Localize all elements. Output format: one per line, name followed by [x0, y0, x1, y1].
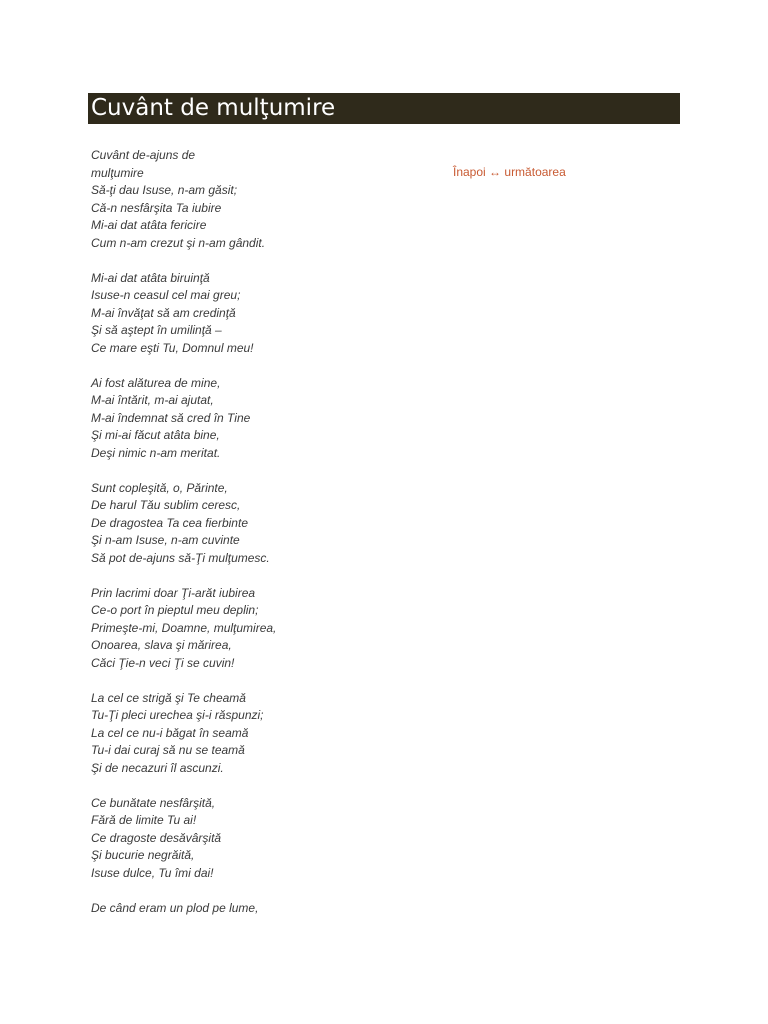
poem-line: Tu-i dai curaj să nu se teamă: [91, 743, 245, 757]
poem-line: Onoarea, slava şi mărirea,: [91, 638, 232, 652]
poem-line: Tu-Ţi pleci urechea şi-i răspunzi;: [91, 708, 264, 722]
poem-line: Ce-o port în pieptul meu deplin;: [91, 603, 259, 617]
poem-line: mulţumire: [91, 165, 144, 180]
poem-stanza: [91, 147, 331, 252]
poem-line: Şi n-am Isuse, n-am cuvinte: [91, 533, 240, 547]
poem-line: Cuvânt de-ajuns de: [91, 148, 196, 162]
nav-separator: ↔: [489, 165, 502, 179]
poem-line: Isuse-n ceasul cel mai greu;: [91, 288, 241, 302]
poem-stanza: [91, 585, 331, 673]
poem-line: Ce dragoste desăvârşită: [91, 830, 222, 845]
poem-line: Şi mi-ai făcut atâta bine,: [91, 428, 220, 442]
poem-line: Ce bunătate nesfârşită,: [91, 795, 216, 810]
poem-line: M-ai îndemnat să cred în Tine: [91, 410, 251, 425]
poem-line: Mi-ai dat atâta biruinţă: [91, 270, 210, 285]
poem-stanza: [91, 480, 331, 568]
poem-line: Isuse dulce, Tu îmi dai!: [91, 865, 214, 880]
poem-line: Ce mare eşti Tu, Domnul meu!: [91, 340, 254, 355]
poem-line: De harul Tău sublim ceresc,: [91, 498, 241, 512]
poem-line: Că-n nesfârşita Ta iubire: [91, 200, 222, 215]
poem-line: Sunt copleşită, o, Părinte,: [91, 480, 228, 495]
poem-navigation: [453, 164, 566, 182]
poem-line: Deşi nimic n-am meritat.: [91, 445, 221, 460]
poem-line: De când eram un plod pe lume,: [91, 900, 259, 915]
poem-stanza: [91, 900, 331, 918]
poem-body: [91, 147, 331, 935]
poem-line: La cel ce nu-i băgat în seamă: [91, 725, 249, 740]
poem-line: M-ai întărit, m-ai ajutat,: [91, 393, 214, 407]
poem-line: Primeşte-mi, Doamne, mulţumirea,: [91, 620, 277, 635]
poem-line: Şi de necazuri îl ascunzi.: [91, 760, 224, 775]
poem-line: Fără de limite Tu ai!: [91, 813, 197, 827]
poem-stanza: [91, 795, 331, 883]
poem-line: M-ai învăţat să am credinţă: [91, 305, 236, 320]
poem-line: La cel ce strigă şi Te cheamă: [91, 690, 246, 705]
poem-line: De dragostea Ta cea fierbinte: [91, 515, 248, 530]
poem-stanza: [91, 270, 331, 358]
poem-line: Ai fost alăturea de mine,: [91, 375, 221, 390]
poem-stanza: [91, 690, 331, 778]
page-title: Cuvânt de mulţumire: [91, 95, 336, 121]
poem-line: Să pot de-ajuns să-Ţi mulţumesc.: [91, 550, 270, 565]
poem-line: Şi bucurie negrăită,: [91, 848, 195, 862]
poem-line: Prin lacrimi doar Ţi-arăt iubirea: [91, 585, 256, 600]
poem-stanza: [91, 375, 331, 463]
title-bar: [88, 93, 680, 124]
poem-line: Cum n-am crezut şi n-am gândit.: [91, 235, 266, 250]
poem-line: Să-ţi dau Isuse, n-am găsit;: [91, 183, 238, 197]
poem-line: Şi să aştept în umilinţă –: [91, 323, 222, 337]
back-link[interactable]: Înapoi: [453, 165, 486, 179]
next-link[interactable]: următoarea: [504, 165, 566, 179]
poem-line: Mi-ai dat atâta fericire: [91, 218, 207, 232]
poem-line: Căci Ţie-n veci Ţi se cuvin!: [91, 655, 235, 670]
